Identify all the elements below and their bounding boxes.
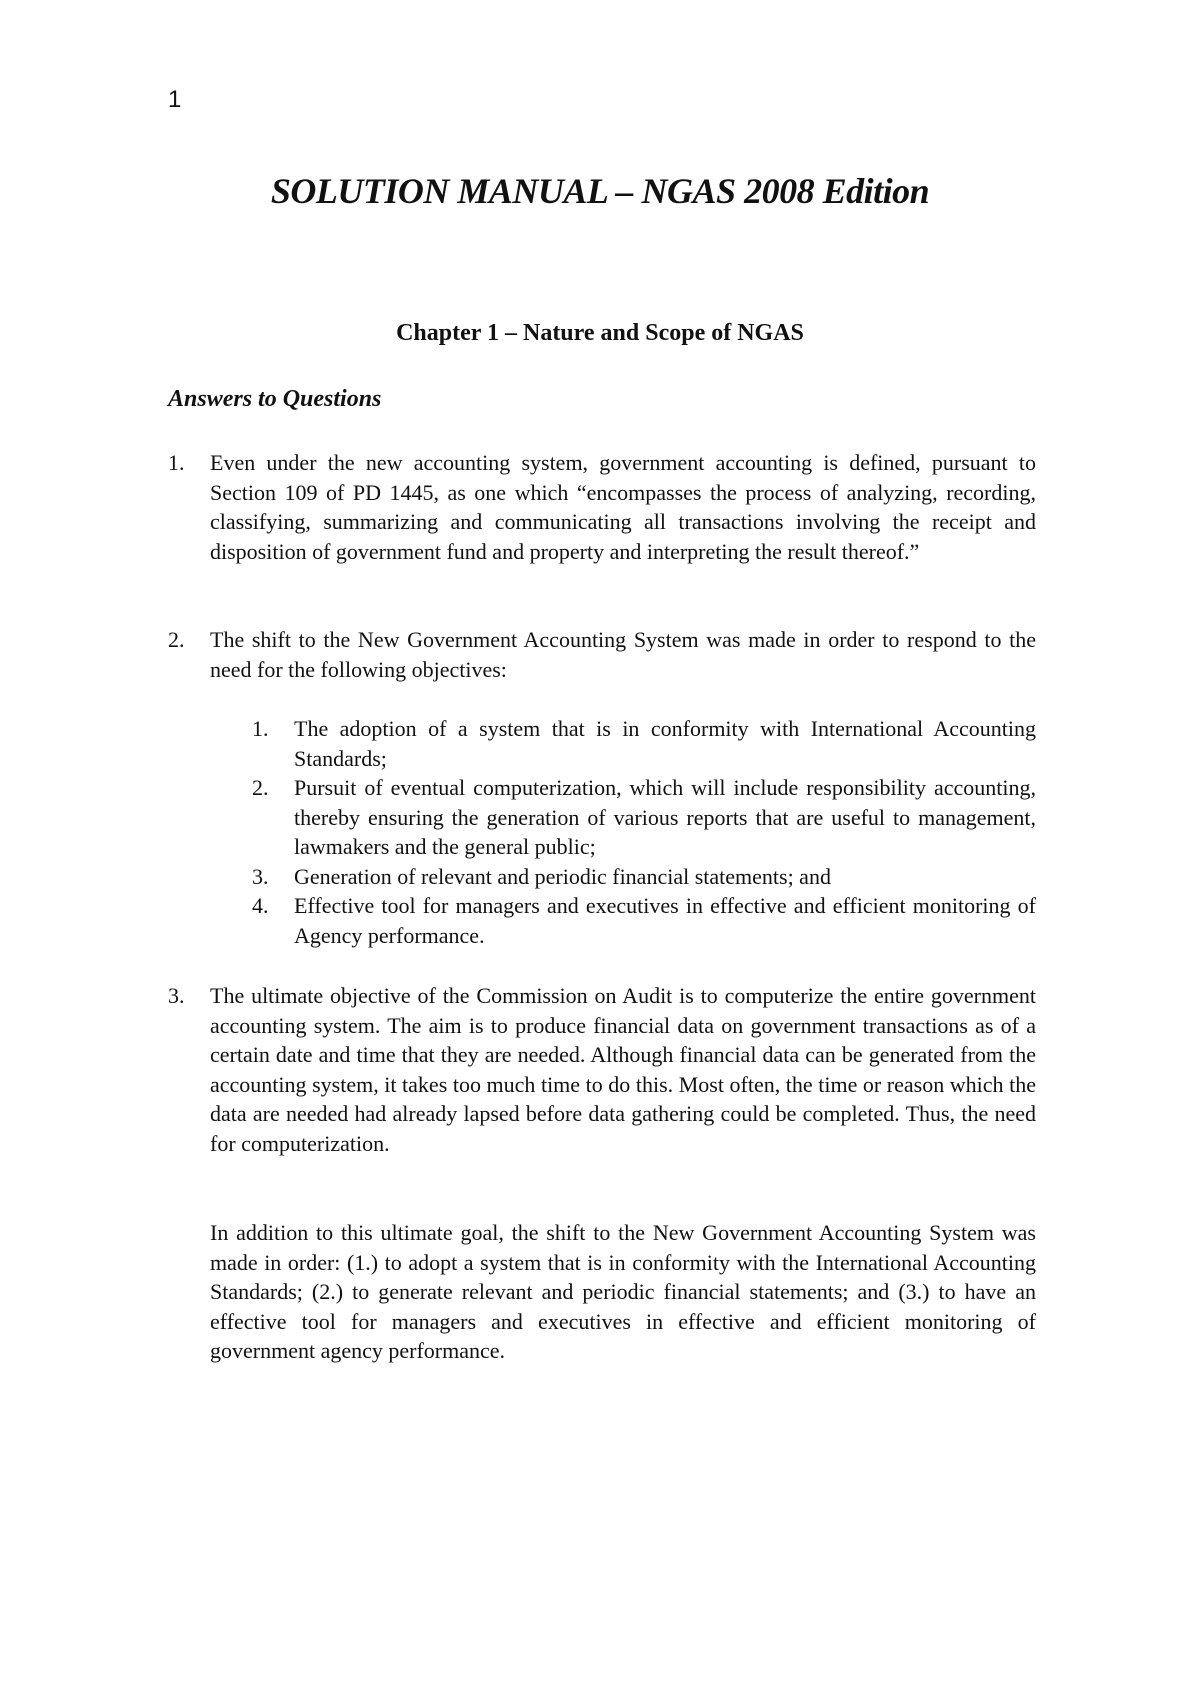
- objective-text: Effective tool for managers and executives in effective and efficient monitoring of Agency performance.: [294, 893, 1036, 948]
- objective-item: [252, 773, 1036, 862]
- additional-text: In addition to this ultimate goal, the shift to the New Government Accounting System was made in order: (1.) to adopt a system that is in conformity with the International Accounting Standards; (2.) to generate relevant and periodic financial statements; and (3.) to have an effective tool for managers and executives in effective and efficient monitoring of government agency performance.: [210, 1220, 1036, 1363]
- answer-3-additional-paragraph: [210, 1218, 1036, 1366]
- answer-text: The shift to the New Government Accounting System was made in order to respond to the need for the following objectives:: [210, 627, 1036, 682]
- answer-item-1: [168, 448, 1036, 566]
- objective-number: 4.: [252, 893, 269, 918]
- section-heading: Answers to Questions: [168, 386, 382, 412]
- objective-item: [252, 891, 1036, 950]
- chapter-title: Chapter 1 – Nature and Scope of NGAS: [396, 320, 804, 346]
- answer-item-3: [168, 981, 1036, 1158]
- objective-text: Generation of relevant and periodic financial statements; and: [294, 863, 831, 889]
- answer-text: Even under the new accounting system, government accounting is defined, pursuant to Section 109 of PD 1445, as one which “encompasses the process of analyzing, recording, classifying, summarizing and communicating all transactions involving the receipt and disposition of government fund and property and interpreting the result thereof.”: [210, 450, 1036, 564]
- objectives-list: [252, 714, 1036, 950]
- document-title: SOLUTION MANUAL – NGAS 2008 Edition: [270, 171, 930, 211]
- objective-text: Pursuit of eventual computerization, which will include responsibility accounting, thereby ensuring the generation of various reports that are useful to management, lawmakers and the general public;: [294, 775, 1036, 859]
- answer-number: 2.: [168, 627, 185, 652]
- answer-item-2: [168, 625, 1036, 684]
- answer-number: 1.: [168, 450, 185, 475]
- answer-number: 3.: [168, 983, 185, 1008]
- answer-text: The ultimate objective of the Commission on Audit is to computerize the entire government accounting system. The aim is to produce financial data on government transactions as of a certain date and time that they are needed. Although financial data can be generated from the accounting system, it takes too much time to do this. Most often, the time or reason which the data are needed had already lapsed before data gathering could be completed. Thus, the need for computerization.: [210, 983, 1036, 1156]
- objective-number: 3.: [252, 863, 269, 889]
- objective-number: 2.: [252, 775, 269, 800]
- page-number: 1: [168, 86, 182, 113]
- objective-item: [252, 862, 1036, 892]
- objective-text: The adoption of a system that is in conformity with International Accounting Standards;: [294, 716, 1036, 771]
- objective-number: 1.: [252, 716, 269, 741]
- objective-item: [252, 714, 1036, 773]
